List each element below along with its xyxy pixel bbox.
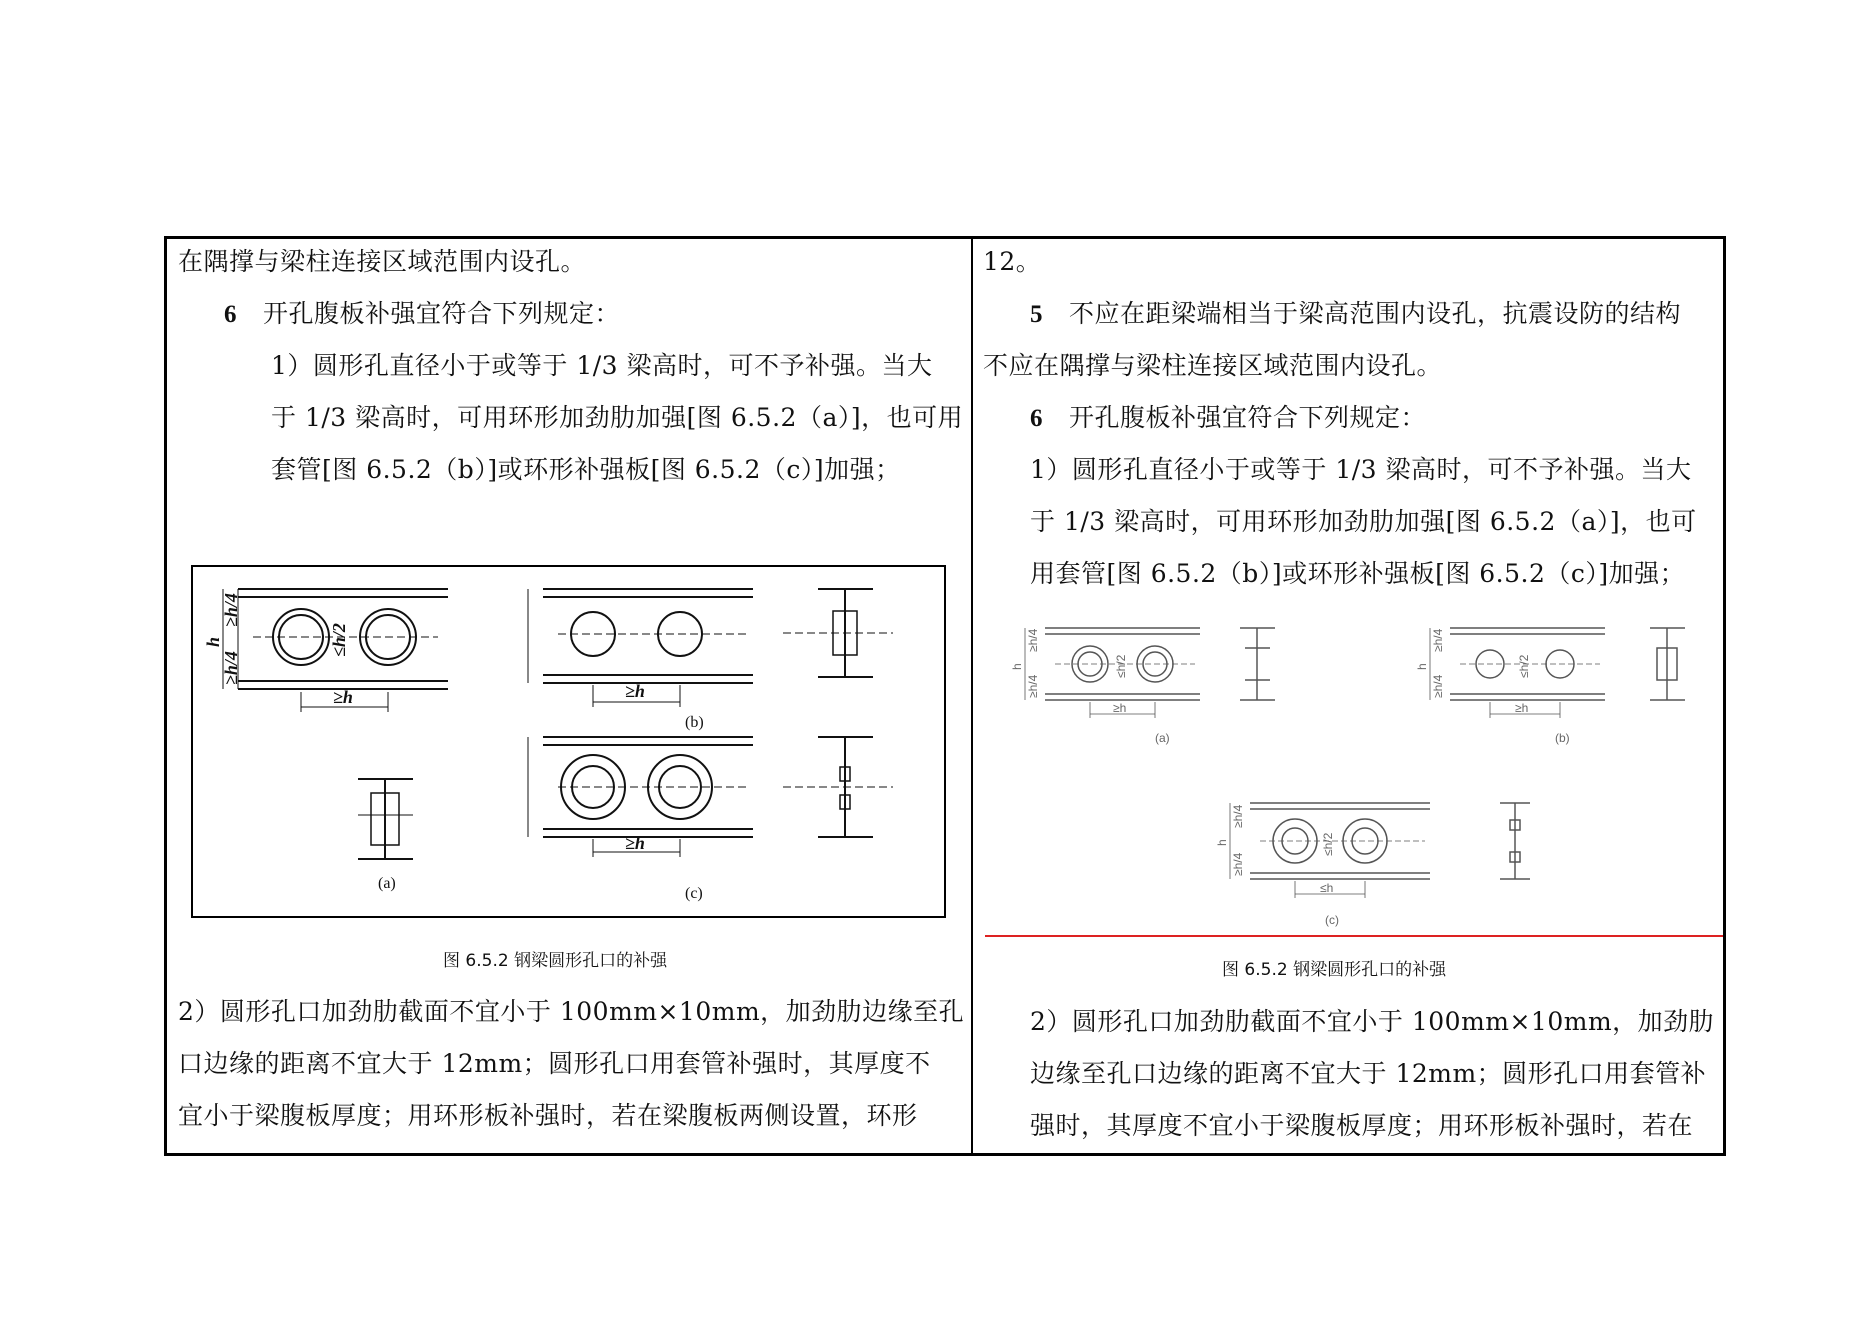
left-fig-dim-h4-bottom: ≥h/4: [221, 651, 241, 685]
right-sub2-line-1: 2）圆形孔口加劲肋截面不宜小于 100mm×10mm，加劲肋: [1030, 1007, 1715, 1036]
right-sub1-line-1: 1）圆形孔直径小于或等于 1/3 梁高时，可不予补强。当大: [1030, 455, 1692, 484]
left-item-6-number: 6: [224, 301, 237, 328]
right-fig-dim-leh-c: ≤h: [1320, 881, 1334, 895]
right-item-5-text: 不应在距梁端相当于梁高范围内设孔，抗震设防的结构: [1069, 299, 1682, 328]
column-divider: [971, 236, 973, 1156]
right-item-6: [1030, 392, 1426, 445]
left-fig-label-c: (c): [685, 885, 703, 902]
right-figure-caption: 图 6.5.2 钢梁圆形孔口的补强: [1222, 960, 1447, 980]
right-fig-label-b: (b): [1555, 731, 1570, 745]
left-figure-6-5-2: [191, 565, 946, 918]
left-sub1-line-1: 1）圆形孔直径小于或等于 1/3 梁高时，可不予补强。当大: [271, 351, 933, 380]
left-figure-drawing: [193, 567, 946, 918]
right-fig-dim-h2-a: ≤h/2: [1114, 654, 1128, 678]
right-fig-dim-h4-a: ≥h/4: [1026, 628, 1040, 652]
right-sub2-line-3: 强时，其厚度不宜小于梁腹板厚度；用环形板补强时，若在: [1030, 1111, 1694, 1140]
right-item-5-number: 5: [1030, 301, 1043, 328]
left-line-1: 在隅撑与梁柱连接区域范围内设孔。: [178, 247, 587, 276]
right-fig-dim-h-c: h: [1215, 839, 1229, 846]
left-figure-caption: 图 6.5.2 钢梁圆形孔口的补强: [443, 951, 668, 971]
right-sub1-line-2: 于 1/3 梁高时，可用环形加劲肋加强[图 6.5.2（a）]，也可: [1030, 507, 1697, 536]
left-fig-dim-geh-b: ≥h: [625, 681, 645, 701]
right-fig-dim-h-b: h: [1415, 663, 1429, 670]
red-divider-line: [985, 935, 1723, 937]
left-fig-dim-geh-c: ≥h: [625, 833, 645, 853]
right-fig-dim-h4b-b: ≥h/4: [1431, 674, 1445, 698]
left-sub1-line-3: 套管[图 6.5.2（b）]或环形补强板[图 6.5.2（c）]加强；: [271, 455, 901, 484]
right-sub1-line-3: 用套管[图 6.5.2（b）]或环形补强板[图 6.5.2（c）]加强；: [1030, 559, 1686, 588]
right-fig-dim-h2-b: ≤h/2: [1517, 654, 1531, 678]
right-fig-dim-h-a: h: [1010, 663, 1024, 670]
right-fig-dim-h4b-a: ≥h/4: [1026, 674, 1040, 698]
right-fig-label-c: (c): [1325, 913, 1339, 927]
left-fig-label-a: (a): [378, 875, 396, 892]
left-sub1-line-2: 于 1/3 梁高时，可用环形加劲肋加强[图 6.5.2（a）]，也可用: [271, 403, 964, 432]
right-item-6-text: 开孔腹板补强宜符合下列规定：: [1069, 403, 1427, 432]
left-fig-label-b: (b): [685, 714, 704, 731]
right-line-1: 12。: [983, 247, 1042, 276]
left-sub2-line-2: 口边缘的距离不宜大于 12mm；圆形孔口用套管补强时，其厚度不: [178, 1049, 931, 1078]
right-item-5: [1030, 288, 1681, 341]
left-item-6: [224, 288, 620, 341]
right-fig-dim-h4-c: ≥h/4: [1231, 804, 1245, 828]
right-item-6-number: 6: [1030, 405, 1043, 432]
left-sub2-line-1: 2）圆形孔口加劲肋截面不宜小于 100mm×10mm，加劲肋边缘至孔: [178, 997, 965, 1026]
left-fig-dim-h: h: [203, 636, 223, 647]
left-item-6-text: 开孔腹板补强宜符合下列规定：: [263, 299, 621, 328]
right-fig-dim-geh-a: ≥h: [1113, 701, 1127, 715]
left-sub2-line-3: 宜小于梁腹板厚度；用环形板补强时，若在梁腹板两侧设置，环形: [178, 1101, 918, 1130]
right-sub2-line-2: 边缘至孔口边缘的距离不宜大于 12mm；圆形孔口用套管补: [1030, 1059, 1707, 1088]
left-fig-dim-h2: ≤h/2: [329, 623, 349, 657]
right-fig-dim-geh-b: ≥h: [1515, 701, 1529, 715]
right-item-5-line-2: 不应在隅撑与梁柱连接区域范围内设孔。: [983, 351, 1443, 380]
right-fig-dim-h4b-c: ≥h/4: [1231, 852, 1245, 876]
right-figure-6-5-2: [985, 608, 1725, 938]
right-fig-dim-h4-b: ≥h/4: [1431, 628, 1445, 652]
right-figure-drawing: [985, 608, 1725, 938]
left-fig-dim-geh-a: ≥h: [333, 687, 353, 707]
left-fig-dim-h4-top: ≥h/4: [221, 593, 241, 627]
right-fig-dim-h2-c: ≤h/2: [1321, 832, 1335, 856]
right-fig-label-a: (a): [1155, 731, 1170, 745]
